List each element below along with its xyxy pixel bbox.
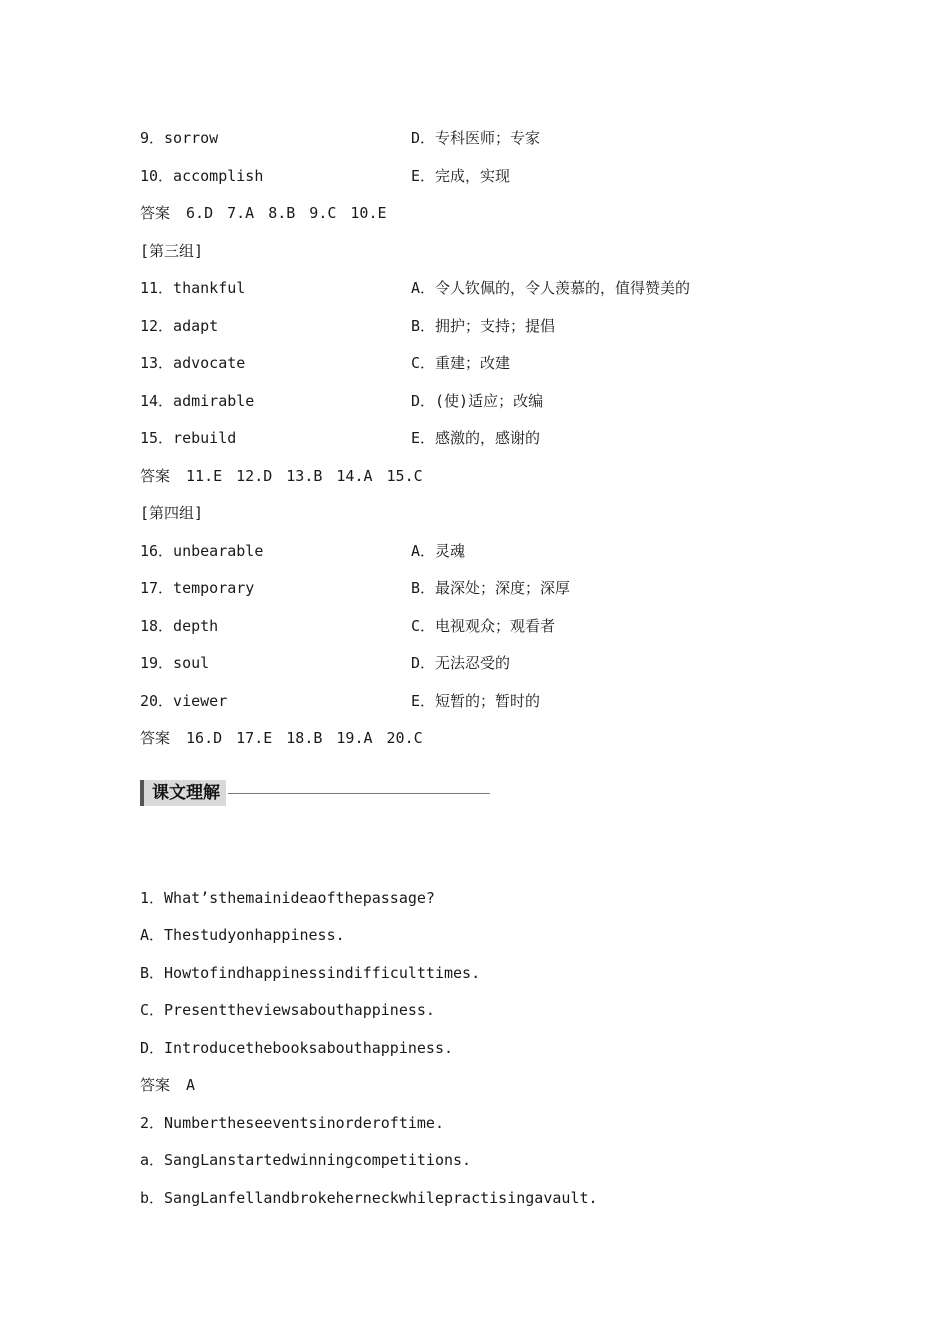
- answer-item: 14.A: [336, 467, 373, 485]
- vocab-definition-E: E．完成，实现: [411, 167, 511, 185]
- vocab-word-16: 16．unbearable: [140, 542, 264, 560]
- section-divider: [228, 793, 490, 794]
- vocab-definition-C: C．电视观众；观看者: [411, 617, 556, 635]
- answer-item: 7.A: [227, 204, 255, 222]
- answer-item: 9.C: [309, 204, 337, 222]
- vocab-word-17: 17．temporary: [140, 579, 255, 597]
- vocab-definition-C: C．重建；改建: [411, 354, 511, 372]
- question-stem-1: 1．What’sthemainideaofthepassage?: [140, 889, 435, 907]
- group-heading-3: [第三组]: [140, 242, 204, 260]
- vocab-word-15: 15．rebuild: [140, 429, 237, 447]
- answer-item: 19.A: [336, 729, 373, 747]
- section-header: [140, 780, 490, 806]
- vocab-word-14: 14．admirable: [140, 392, 255, 410]
- vocab-definition-D: D．无法忍受的: [411, 654, 511, 672]
- vocab-word-11: 11．thankful: [140, 279, 246, 297]
- answer-item: 12.D: [236, 467, 273, 485]
- question-option-D: D．Introducethebooksabouthappiness.: [140, 1039, 454, 1057]
- answer-item: 8.B: [268, 204, 296, 222]
- vocab-word-9: 9．sorrow: [140, 129, 219, 147]
- answer-label: 答案: [140, 204, 171, 222]
- answer-row-q1: [140, 1074, 209, 1096]
- vocab-word-12: 12．adapt: [140, 317, 219, 335]
- answer-item: 18.B: [286, 729, 323, 747]
- vocab-word-18: 18．depth: [140, 617, 219, 635]
- vocab-definition-B: B．最深处；深度；深厚: [411, 579, 571, 597]
- answer-label: 答案: [140, 467, 171, 485]
- answer-item: 17.E: [236, 729, 273, 747]
- answer-item: 6.D: [186, 204, 214, 222]
- answer-row-group2: [140, 202, 401, 224]
- question-option-C: C．Presenttheviewsabouthappiness.: [140, 1001, 435, 1019]
- question-stem-2: 2．Numbertheseeventsinorderoftime.: [140, 1114, 444, 1132]
- vocab-definition-E: E．感激的，感谢的: [411, 429, 541, 447]
- vocab-definition-A: A．令人钦佩的，令人羡慕的，值得赞美的: [411, 279, 691, 297]
- question-option-A: A．Thestudyonhappiness.: [140, 926, 345, 944]
- answer-item: 15.C: [386, 467, 423, 485]
- vocab-definition-E: E．短暂的；暂时的: [411, 692, 541, 710]
- answer-label: 答案: [140, 1076, 171, 1094]
- vocab-definition-D: D．(使)适应；改编: [411, 392, 544, 410]
- question-event-b: b．SangLanfellandbrokeherneckwhilepractisingavault.: [140, 1189, 598, 1207]
- answer-item: A: [186, 1076, 196, 1094]
- group-heading-4: [第四组]: [140, 504, 204, 522]
- vocab-word-13: 13．advocate: [140, 354, 246, 372]
- question-event-a: a．SangLanstartedwinningcompetitions.: [140, 1151, 472, 1169]
- answer-row-group3: [140, 465, 437, 487]
- question-option-B: B．Howtofindhappinessindifficulttimes.: [140, 964, 481, 982]
- answer-item: 10.E: [350, 204, 387, 222]
- answer-label: 答案: [140, 729, 171, 747]
- answer-row-group4: [140, 727, 437, 749]
- vocab-definition-D: D．专科医师；专家: [411, 129, 541, 147]
- vocab-word-10: 10．accomplish: [140, 167, 264, 185]
- section-title: 课文理解: [144, 780, 226, 806]
- vocab-definition-A: A．灵魂: [411, 542, 466, 560]
- vocab-word-19: 19．soul: [140, 654, 210, 672]
- answer-item: 13.B: [286, 467, 323, 485]
- answer-item: 20.C: [386, 729, 423, 747]
- answer-item: 11.E: [186, 467, 223, 485]
- vocab-word-20: 20．viewer: [140, 692, 228, 710]
- vocab-definition-B: B．拥护；支持；提倡: [411, 317, 556, 335]
- answer-item: 16.D: [186, 729, 223, 747]
